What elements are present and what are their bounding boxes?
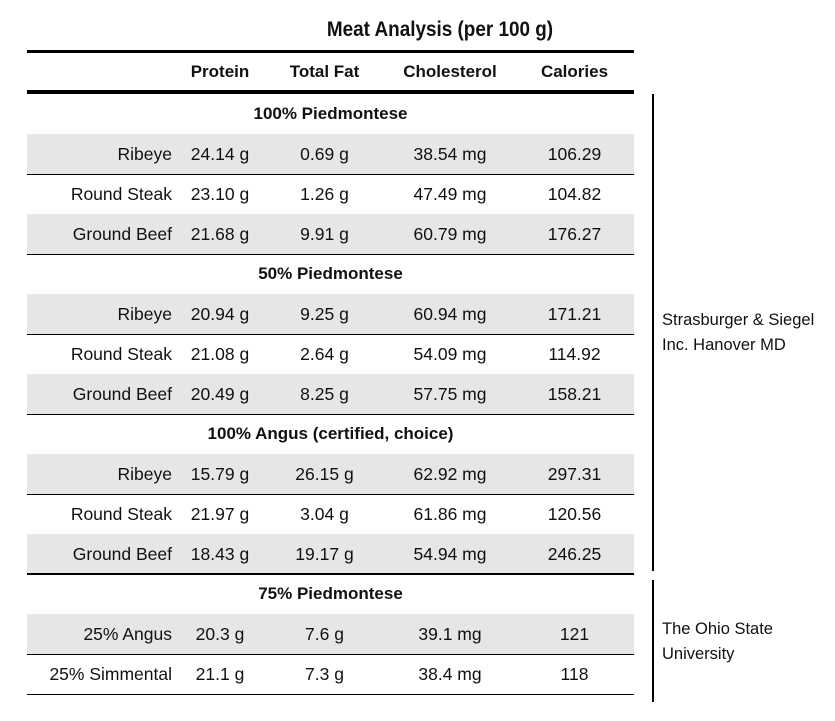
cholesterol-value: 57.75 mg — [413, 384, 487, 404]
protein-value: 20.94 g — [190, 304, 250, 324]
section-heading: 75% Piedmontese — [258, 584, 403, 603]
table-row — [27, 534, 634, 574]
protein-value: 15.79 g — [190, 464, 250, 484]
table-row — [27, 334, 634, 374]
column-header-row — [27, 53, 634, 90]
table-row — [27, 614, 634, 654]
table-row — [27, 374, 634, 414]
protein-value: 20.49 g — [190, 384, 250, 404]
total-fat-value: 9.91 g — [300, 224, 349, 244]
cut-name: Round Steak — [70, 184, 172, 204]
protein-value: 21.08 g — [190, 344, 250, 364]
cut-name: 25% Angus — [83, 624, 172, 644]
calories-value: 121 — [559, 624, 590, 644]
calories-value: 176.27 — [547, 224, 602, 244]
cut-name: Ground Beef — [72, 384, 172, 404]
total-fat-value: 1.26 g — [300, 184, 349, 204]
column-header-calories: Calories — [540, 62, 609, 81]
column-header-total-fat: Total Fat — [289, 62, 360, 81]
cholesterol-value: 39.1 mg — [418, 624, 482, 644]
total-fat-value: 19.17 g — [295, 544, 354, 564]
protein-value: 21.1 g — [195, 664, 245, 684]
protein-value: 18.43 g — [190, 544, 250, 564]
calories-value: 104.82 — [547, 184, 602, 204]
protein-value: 21.97 g — [190, 504, 250, 524]
total-fat-value: 0.69 g — [300, 144, 349, 164]
cholesterol-value: 47.49 mg — [413, 184, 487, 204]
table-title: Meat Analysis (per 100 g) — [326, 18, 554, 41]
calories-value: 158.21 — [547, 384, 602, 404]
calories-value: 114.92 — [548, 344, 601, 364]
cut-name: Ground Beef — [72, 224, 172, 244]
source-bracket-1 — [652, 94, 654, 571]
cut-name: Ribeye — [117, 144, 172, 164]
table-row — [27, 294, 634, 334]
cholesterol-value: 54.94 mg — [413, 544, 487, 564]
source-1-line-1: Strasburger & Siegel — [662, 311, 815, 329]
column-header-protein: Protein — [190, 62, 250, 81]
cut-name: Ribeye — [117, 304, 172, 324]
cholesterol-value: 62.92 mg — [413, 464, 487, 484]
table-row — [27, 454, 634, 494]
calories-value: 297.31 — [547, 464, 602, 484]
protein-value: 21.68 g — [190, 224, 250, 244]
source-2-line-1: The Ohio State — [662, 620, 773, 638]
total-fat-value: 8.25 g — [300, 384, 349, 404]
calories-value: 171.21 — [547, 304, 602, 324]
source-bracket-2 — [652, 580, 654, 702]
calories-value: 106.29 — [547, 144, 602, 164]
source-2-line-2: University — [662, 645, 735, 663]
cut-name: Round Steak — [70, 344, 172, 364]
cut-name: Ground Beef — [72, 544, 172, 564]
total-fat-value: 7.3 g — [305, 664, 344, 684]
total-fat-value: 9.25 g — [300, 304, 349, 324]
source-label-2 — [662, 617, 773, 667]
cholesterol-value: 60.79 mg — [413, 224, 487, 244]
protein-value: 24.14 g — [190, 144, 250, 164]
total-fat-value: 7.6 g — [305, 624, 344, 644]
calories-value: 120.56 — [547, 504, 602, 524]
cholesterol-value: 38.54 mg — [413, 144, 487, 164]
cholesterol-value: 61.86 mg — [413, 504, 487, 524]
table-row — [27, 134, 634, 174]
protein-value: 23.10 g — [190, 184, 250, 204]
section-heading: 100% Piedmontese — [253, 104, 408, 123]
total-fat-value: 3.04 g — [300, 504, 349, 524]
table-row — [27, 174, 634, 214]
cut-name: 25% Simmental — [49, 664, 172, 684]
source-label-1 — [662, 308, 814, 358]
source-1-line-2: Inc. Hanover MD — [662, 336, 786, 354]
table-row — [27, 494, 634, 534]
table-row — [27, 214, 634, 254]
table-row — [27, 654, 634, 694]
cholesterol-value: 38.4 mg — [418, 664, 482, 684]
calories-value: 246.25 — [547, 544, 602, 564]
cholesterol-value: 54.09 mg — [413, 344, 487, 364]
total-fat-value: 26.15 g — [295, 464, 354, 484]
cut-name: Round Steak — [70, 504, 172, 524]
calories-value: 118 — [560, 664, 589, 684]
row-divider — [27, 694, 634, 695]
protein-value: 20.3 g — [195, 624, 245, 644]
column-header-cholesterol: Cholesterol — [403, 62, 497, 81]
section-heading: 100% Angus (certified, choice) — [207, 424, 454, 443]
cut-name: Ribeye — [117, 464, 172, 484]
cholesterol-value: 60.94 mg — [413, 304, 487, 324]
section-heading: 50% Piedmontese — [258, 264, 403, 283]
total-fat-value: 2.64 g — [300, 344, 349, 364]
